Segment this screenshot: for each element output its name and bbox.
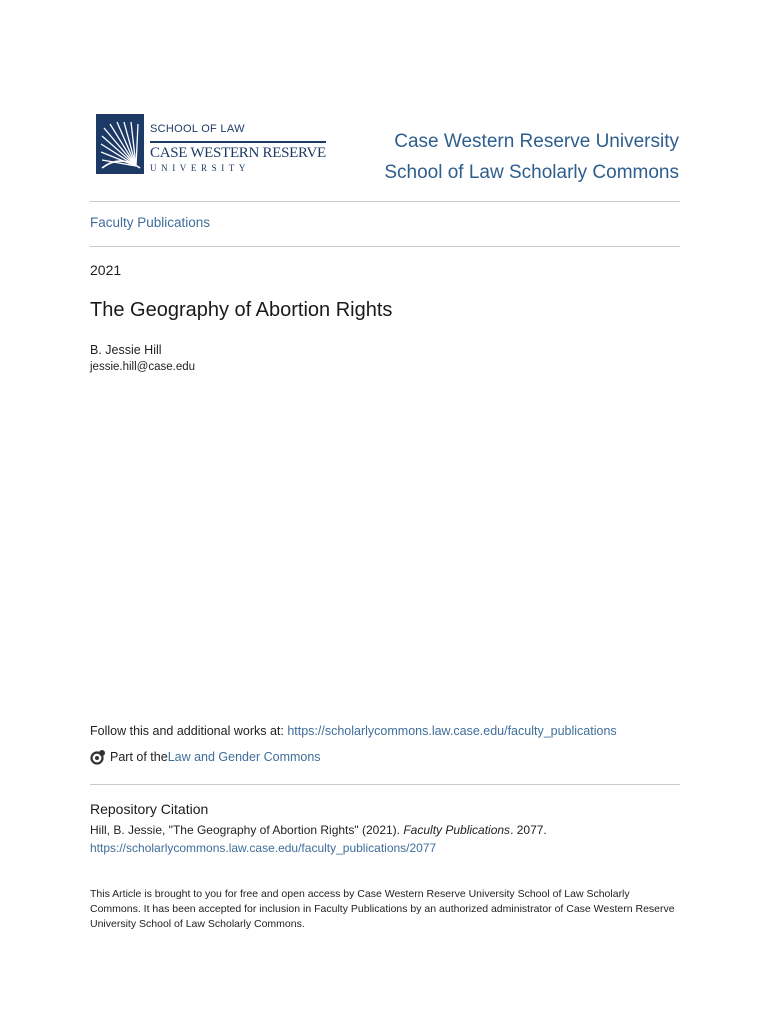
- citation-divider: [90, 784, 680, 785]
- sunburst-logo-icon: [96, 114, 144, 174]
- citation-heading: Repository Citation: [90, 801, 209, 817]
- school-logo[interactable]: [96, 114, 328, 176]
- follow-prefix: Follow this and additional works at:: [90, 724, 288, 738]
- institution-line-1[interactable]: Case Western Reserve University: [394, 131, 679, 152]
- follow-url-link[interactable]: https://scholarlycommons.law.case.edu/faculty_publications: [287, 724, 617, 738]
- author-name: B. Jessie Hill: [90, 343, 162, 357]
- header-divider: [90, 201, 680, 202]
- author-email[interactable]: jessie.hill@case.edu: [90, 361, 196, 373]
- logo-case-western-reserve: CASE WESTERN RESERVE: [150, 145, 326, 161]
- citation-url-link[interactable]: https://scholarlycommons.law.case.edu/faculty_publications/2077: [90, 841, 437, 855]
- citation-text: Hill, B. Jessie, "The Geography of Abortion Rights" (2021).: [90, 823, 404, 837]
- logo-school-of-law: SCHOOL OF LAW: [150, 123, 245, 135]
- logo-university: UNIVERSITY: [150, 163, 250, 173]
- publication-year: 2021: [90, 262, 122, 278]
- institution-name[interactable]: [384, 126, 679, 188]
- article-title: The Geography of Abortion Rights: [90, 299, 393, 321]
- logo-divider: [150, 141, 326, 143]
- series-link[interactable]: Faculty Publications: [90, 215, 211, 230]
- part-of-commons: [90, 749, 321, 765]
- follow-works: [90, 724, 617, 738]
- citation-number: . 2077.: [510, 823, 547, 837]
- open-access-notice: This Article is brought to you for free and open access by Case Western Reserve University School of Law Scholarly Commons. It has been accepted for inclusion in Faculty Publications by an authorized administrator of Case Western Reserve University School of Law Scholarly Commons.: [90, 888, 675, 930]
- institution-line-2[interactable]: School of Law Scholarly Commons: [384, 162, 679, 183]
- series-divider: [90, 246, 680, 247]
- law-and-gender-commons-link[interactable]: Law and Gender Commons: [167, 750, 321, 764]
- citation-journal: Faculty Publications: [403, 823, 511, 837]
- digital-commons-network-icon: [90, 749, 106, 765]
- citation-body: [90, 821, 690, 857]
- part-of-prefix: Part of the: [110, 750, 168, 764]
